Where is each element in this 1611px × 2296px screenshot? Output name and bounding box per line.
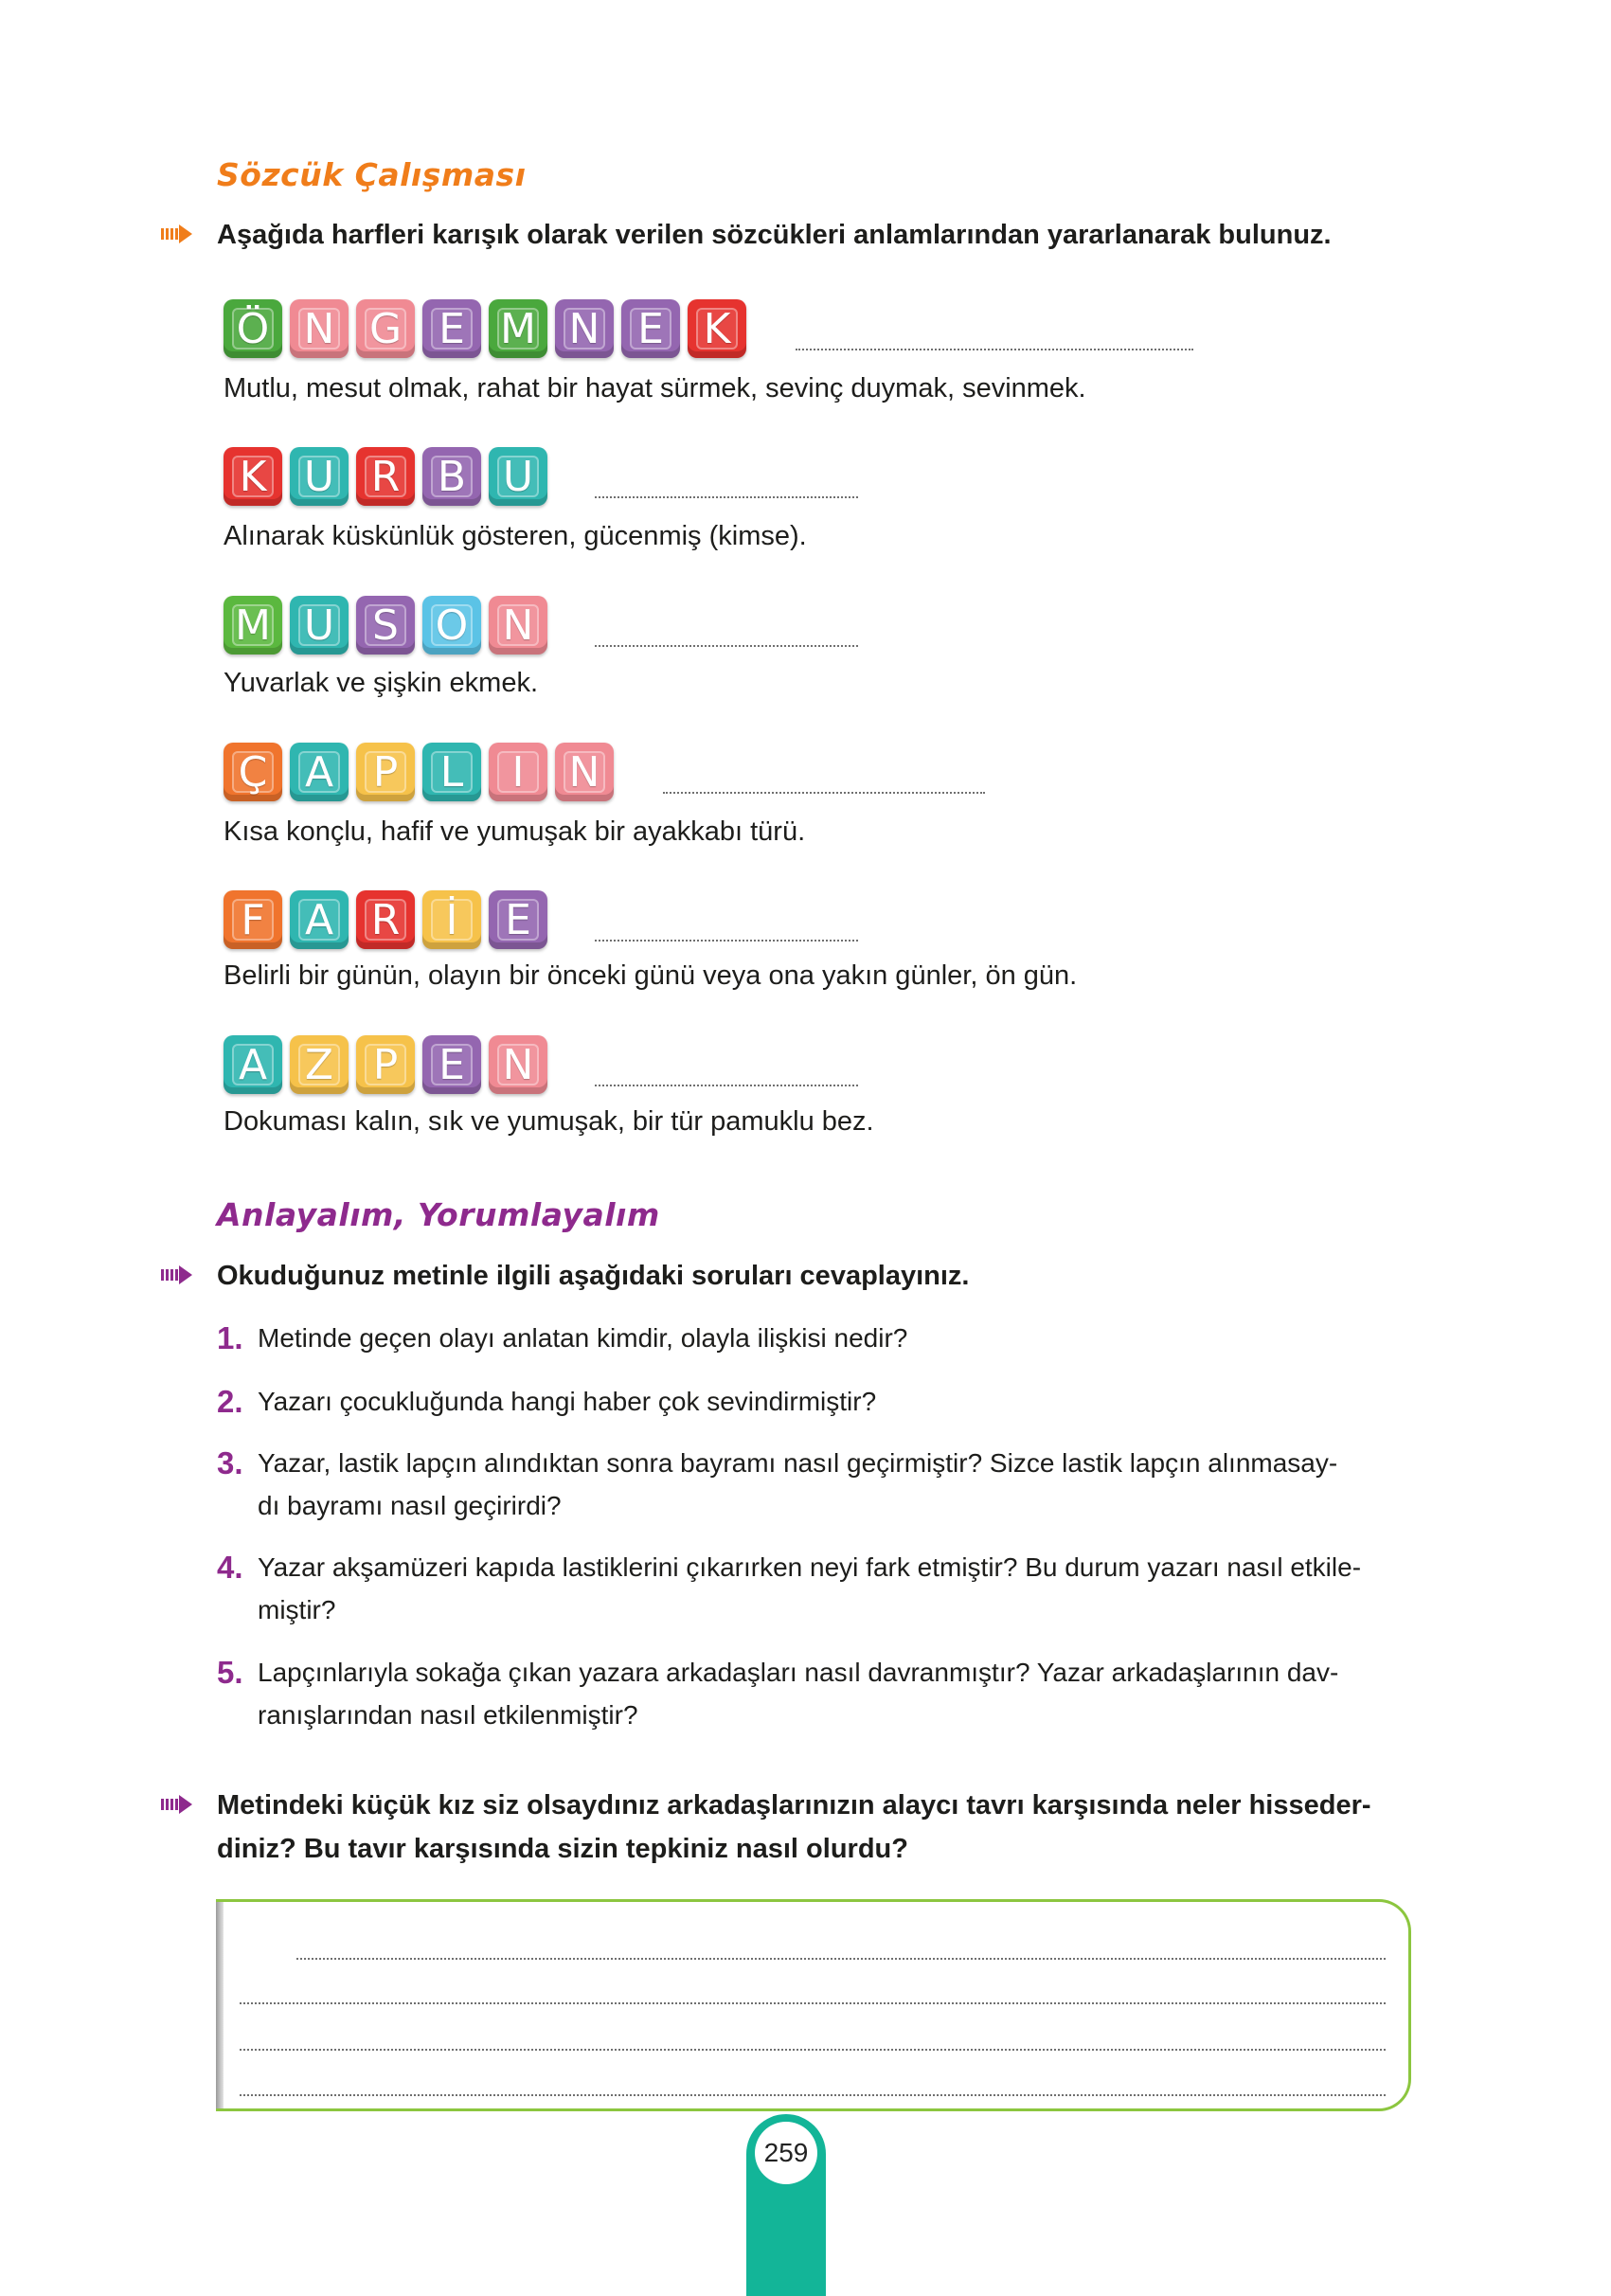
section-title-comprehension: Anlayalım, Yorumlayalım	[217, 1196, 660, 1233]
letter-tile	[489, 299, 547, 358]
letter-tile	[422, 299, 481, 358]
letter-tile-char: U	[298, 604, 340, 646]
letter-tile	[224, 1035, 282, 1094]
letter-tile-char: N	[564, 751, 605, 793]
letter-tile	[422, 743, 481, 801]
letter-tile-char: L	[431, 751, 473, 793]
letter-tile-char: N	[497, 604, 539, 646]
letter-tile	[422, 596, 481, 655]
letter-tile-char: U	[298, 456, 340, 497]
letter-tile	[290, 890, 349, 949]
letter-tile-char: E	[431, 1044, 473, 1085]
letter-tile-char: P	[365, 751, 406, 793]
word-meaning: Alınarak küskünlük gösteren, gücenmiş (kimse).	[224, 521, 807, 551]
letter-tile	[621, 299, 680, 358]
letter-tile-char: R	[365, 456, 406, 497]
letter-tile	[422, 1035, 481, 1094]
letter-tile-char: A	[298, 751, 340, 793]
answer-blank[interactable]	[595, 645, 858, 647]
letter-tiles	[224, 299, 746, 358]
word-meaning: Yuvarlak ve şişkin ekmek.	[224, 668, 539, 698]
letter-tiles	[224, 1035, 547, 1094]
answer-blank[interactable]	[595, 1085, 858, 1086]
question-number: 3.	[217, 1445, 243, 1480]
letter-tile-char: S	[365, 604, 406, 646]
letter-tile-char: N	[564, 308, 605, 350]
letter-tile-char: E	[431, 308, 473, 350]
word-meaning: Belirli bir günün, olayın bir önceki günü veya ona yakın günler, ön gün.	[224, 960, 1078, 991]
arrow-right-icon	[161, 1795, 195, 1814]
arrow-right-icon	[161, 224, 195, 243]
letter-tile-char: E	[630, 308, 671, 350]
letter-tile-char: K	[232, 456, 274, 497]
reflection-prompt-line-2: diniz? Bu tavır karşısında sizin tepkiniz nasıl olurdu?	[217, 1834, 908, 1864]
letter-tile-char: M	[232, 604, 274, 646]
letter-tile-char: Ç	[232, 751, 274, 793]
letter-tile	[489, 743, 547, 801]
question-text: Lapçınlarıyla sokağa çıkan yazara arkadaşları nasıl davranmıştır? Yazar arkadaşlarının dav-	[258, 1658, 1339, 1687]
letter-tiles	[224, 743, 614, 801]
answer-blank[interactable]	[796, 349, 1193, 350]
letter-tile	[356, 890, 415, 949]
letter-tile-char: F	[232, 899, 274, 941]
letter-tile	[290, 447, 349, 506]
answer-line[interactable]	[296, 1958, 1386, 1960]
answer-blank[interactable]	[595, 940, 858, 942]
letter-tile	[489, 890, 547, 949]
question-text: Yazarı çocukluğunda hangi haber çok sevindirmiştir?	[258, 1387, 877, 1416]
letter-tile-char: B	[431, 456, 473, 497]
letter-tile	[489, 596, 547, 655]
letter-tile	[224, 890, 282, 949]
answer-line[interactable]	[240, 2049, 1386, 2051]
letter-tile	[224, 447, 282, 506]
comprehension-instruction: Okuduğunuz metinle ilgili aşağıdaki soruları cevaplayınız.	[217, 1261, 970, 1291]
letter-tile-char: O	[431, 604, 473, 646]
letter-tile-char: R	[365, 899, 406, 941]
question-text: miştir?	[258, 1595, 336, 1624]
question-text: dı bayramı nasıl geçirirdi?	[258, 1491, 562, 1520]
question-text: Yazar akşamüzeri kapıda lastiklerini çıkarırken neyi fark etmiştir? Bu durum yazarı nasıl etkile-	[258, 1552, 1362, 1582]
letter-tile	[422, 447, 481, 506]
word-meaning: Mutlu, mesut olmak, rahat bir hayat sürmek, sevinç duymak, sevinmek.	[224, 373, 1086, 404]
letter-tile	[489, 447, 547, 506]
letter-tile	[356, 1035, 415, 1094]
letter-tile	[290, 596, 349, 655]
question-number: 1.	[217, 1320, 243, 1355]
letter-tile-char: U	[497, 456, 539, 497]
letter-tile	[555, 299, 614, 358]
letter-tile	[356, 743, 415, 801]
answer-blank[interactable]	[595, 496, 858, 498]
letter-tile-char: P	[365, 1044, 406, 1085]
letter-tile	[224, 743, 282, 801]
answer-line[interactable]	[240, 2002, 1386, 2004]
letter-tile	[422, 890, 481, 949]
question-text: Yazar, lastik lapçın alındıktan sonra bayramı nasıl geçirmiştir? Sizce lastik lapçın alınmasay-	[258, 1448, 1338, 1478]
letter-tiles	[224, 890, 547, 949]
letter-tile-char: A	[298, 899, 340, 941]
section-title-word-study: Sözcük Çalışması	[217, 156, 527, 193]
question-text: ranışlarından nasıl etkilenmiştir?	[258, 1700, 638, 1730]
arrow-right-icon	[161, 1265, 195, 1284]
reflection-prompt-line-1: Metindeki küçük kız siz olsaydınız arkadaşlarınızın alaycı tavrı karşısında neler hisseder-	[217, 1790, 1371, 1821]
letter-tile-char: I	[497, 751, 539, 793]
question-number: 2.	[217, 1384, 243, 1419]
letter-tile-char: M	[497, 308, 539, 350]
letter-tile	[356, 299, 415, 358]
letter-tile-char: İ	[431, 899, 473, 941]
word-meaning: Kısa konçlu, hafif ve yumuşak bir ayakkabı türü.	[224, 816, 806, 847]
letter-tile-char: A	[232, 1044, 274, 1085]
letter-tile	[290, 743, 349, 801]
letter-tile-char: E	[497, 899, 539, 941]
letter-tile-char: G	[365, 308, 406, 350]
letter-tile	[224, 299, 282, 358]
letter-tile	[356, 596, 415, 655]
page-number: 259	[755, 2122, 817, 2184]
answer-blank[interactable]	[663, 792, 985, 794]
answer-line[interactable]	[240, 2094, 1386, 2096]
letter-tile	[290, 299, 349, 358]
letter-tile	[489, 1035, 547, 1094]
letter-tile-char: Ö	[232, 308, 274, 350]
letter-tile-char: Z	[298, 1044, 340, 1085]
letter-tile-char: N	[497, 1044, 539, 1085]
letter-tiles	[224, 447, 547, 506]
word-meaning: Dokuması kalın, sık ve yumuşak, bir tür pamuklu bez.	[224, 1106, 874, 1137]
letter-tile-char: K	[696, 308, 738, 350]
letter-tile	[555, 743, 614, 801]
letter-tile	[290, 1035, 349, 1094]
letter-tiles	[224, 596, 547, 655]
letter-tile	[688, 299, 746, 358]
word-study-instruction: Aşağıda harfleri karışık olarak verilen sözcükleri anlamlarından yararlanarak bulunuz.	[217, 220, 1332, 250]
question-text: Metinde geçen olayı anlatan kimdir, olayla ilişkisi nedir?	[258, 1323, 908, 1353]
answer-box[interactable]	[216, 1899, 1411, 2111]
letter-tile	[224, 596, 282, 655]
letter-tile	[356, 447, 415, 506]
question-number: 4.	[217, 1550, 243, 1585]
letter-tile-char: N	[298, 308, 340, 350]
question-number: 5.	[217, 1655, 243, 1690]
